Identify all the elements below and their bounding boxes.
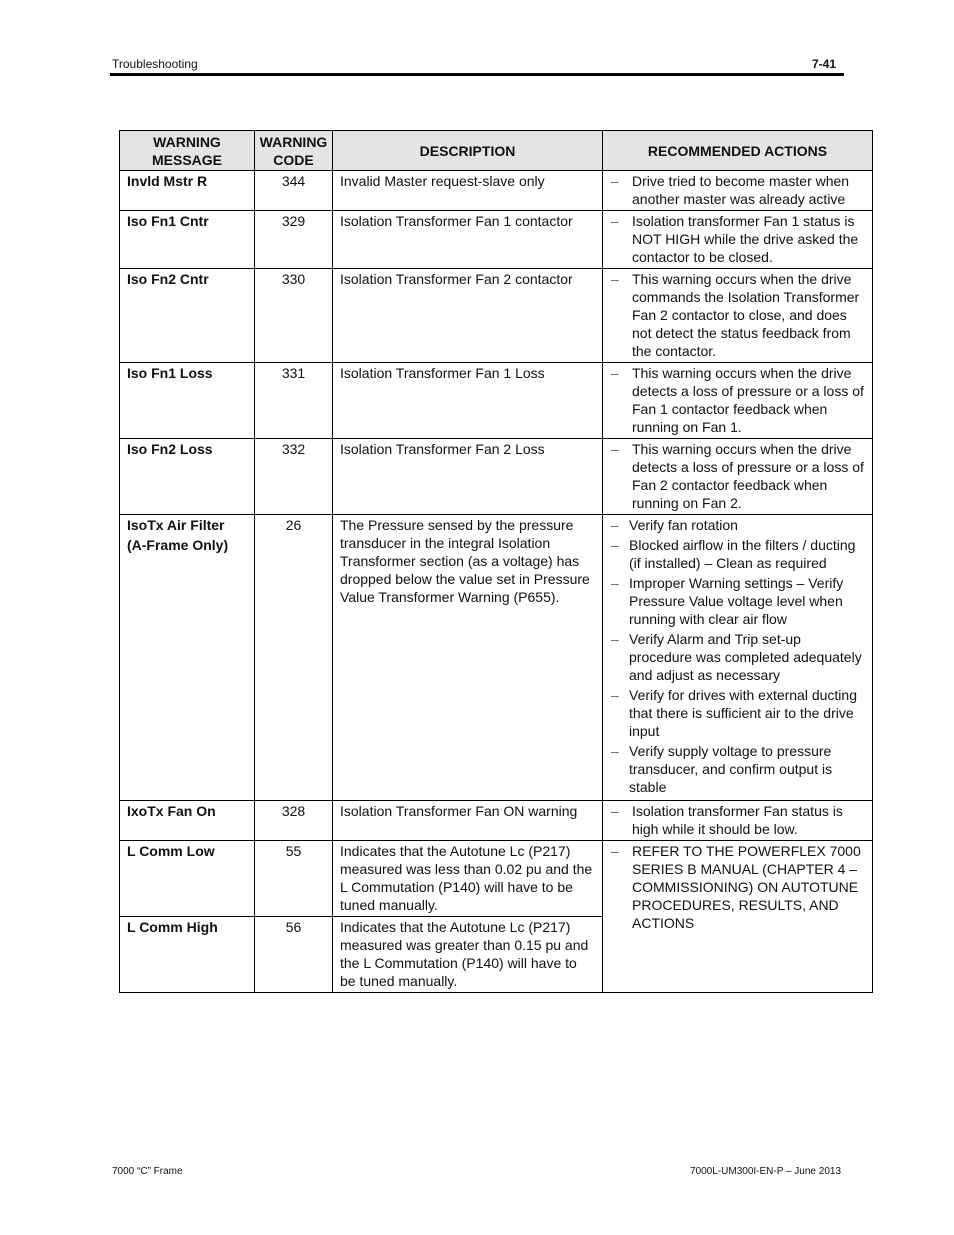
footer-product: 7000 “C” Frame: [112, 1166, 183, 1177]
table-row: [120, 269, 873, 363]
action-item: – Isolation transformer Fan status is high while it should be low.: [610, 802, 865, 838]
warning-message-line: IsoTx Air Filter: [127, 517, 225, 533]
warning-code: 330: [255, 269, 333, 363]
warning-message: Invld Mstr R: [120, 171, 255, 211]
warning-description: Isolation Transformer Fan 2 Loss: [333, 439, 603, 515]
warning-description: Isolation Transformer Fan 1 Loss: [333, 363, 603, 439]
warning-code: 329: [255, 211, 333, 269]
action-item: – Improper Warning settings – Verify Pressure Value voltage level when running with clear air flow: [610, 574, 865, 628]
warning-message: Iso Fn2 Loss: [120, 439, 255, 515]
recommended-actions: [603, 841, 873, 993]
warning-message: Iso Fn2 Cntr: [120, 269, 255, 363]
warning-message: Iso Fn1 Loss: [120, 363, 255, 439]
recommended-actions: [603, 515, 873, 801]
warning-code: 55: [255, 841, 333, 917]
recommended-actions: [603, 171, 873, 211]
action-item: – Verify supply voltage to pressure transducer, and confirm output is stable: [610, 742, 865, 796]
recommended-actions: [603, 439, 873, 515]
warning-table: [119, 130, 873, 993]
action-item: – REFER TO THE POWERFLEX 7000 SERIES B MANUAL (CHAPTER 4 – COMMISSIONING) ON AUTOTUNE PROCEDURES, RESULTS, AND ACTIONS: [610, 842, 865, 932]
table-row: [120, 171, 873, 211]
warning-message: Iso Fn1 Cntr: [120, 211, 255, 269]
action-item: – Drive tried to become master when another master was already active: [610, 172, 865, 208]
table-row: [120, 801, 873, 841]
table-row: [120, 363, 873, 439]
page-number: 7-41: [812, 57, 837, 71]
action-item: – Blocked airflow in the filters / ducting (if installed) – Clean as required: [610, 536, 865, 572]
warning-description: The Pressure sensed by the pressure transducer in the integral Isolation Transformer section (as a voltage) has dropped below the value set in Pressure Value Transformer Warning (P655).: [333, 515, 603, 801]
warning-code: 26: [255, 515, 333, 801]
warning-message: IxoTx Fan On: [120, 801, 255, 841]
action-item: – Isolation transformer Fan 1 status is NOT HIGH while the drive asked the contactor to be closed.: [610, 212, 865, 266]
warning-message: L Comm Low: [120, 841, 255, 917]
warning-code: 344: [255, 171, 333, 211]
running-header-section: Troubleshooting: [112, 57, 198, 71]
recommended-actions: [603, 363, 873, 439]
column-header-warning-message: WARNING MESSAGE: [120, 131, 255, 171]
warning-description: Invalid Master request-slave only: [333, 171, 603, 211]
table-header-row: [120, 131, 873, 171]
table-row: [120, 841, 873, 917]
action-item: – This warning occurs when the drive detects a loss of pressure or a loss of Fan 1 contactor feedback when running on Fan 1.: [610, 364, 865, 436]
warning-description: Isolation Transformer Fan 2 contactor: [333, 269, 603, 363]
table-row: [120, 211, 873, 269]
warning-message: [120, 515, 255, 801]
action-item: – This warning occurs when the drive commands the Isolation Transformer Fan 2 contactor to close, and does not detect the status feedback from the contactor.: [610, 270, 865, 360]
action-item: – Verify fan rotation: [610, 516, 865, 534]
table-row: [120, 439, 873, 515]
warning-code: 56: [255, 917, 333, 993]
footer-publication: 7000L-UM300I-EN-P – June 2013: [690, 1166, 842, 1177]
warning-description: Isolation Transformer Fan 1 contactor: [333, 211, 603, 269]
action-item: – Verify Alarm and Trip set-up procedure was completed adequately and adjust as necessary: [610, 630, 865, 684]
recommended-actions: [603, 269, 873, 363]
action-item: – This warning occurs when the drive detects a loss of pressure or a loss of Fan 2 contactor feedback when running on Fan 2.: [610, 440, 865, 512]
warning-code: 328: [255, 801, 333, 841]
column-header-warning-code: WARNING CODE: [255, 131, 333, 171]
warning-message-note: (A-Frame Only): [127, 537, 229, 553]
column-header-recommended-actions: RECOMMENDED ACTIONS: [603, 131, 873, 171]
warning-code: 331: [255, 363, 333, 439]
warning-description: Isolation Transformer Fan ON warning: [333, 801, 603, 841]
action-item: – Verify for drives with external ducting that there is sufficient air to the drive input: [610, 686, 865, 740]
warning-description: Indicates that the Autotune Lc (P217) measured was less than 0.02 pu and the L Commutation (P140) will have to be tuned manually.: [333, 841, 603, 917]
warning-code: 332: [255, 439, 333, 515]
header-rule: [110, 73, 844, 76]
recommended-actions: [603, 801, 873, 841]
warning-message: L Comm High: [120, 917, 255, 993]
column-header-description: DESCRIPTION: [333, 131, 603, 171]
table-row: [120, 515, 873, 801]
recommended-actions: [603, 211, 873, 269]
warning-description: Indicates that the Autotune Lc (P217) measured was greater than 0.15 pu and the L Commutation (P140) will have to be tuned manually.: [333, 917, 603, 993]
